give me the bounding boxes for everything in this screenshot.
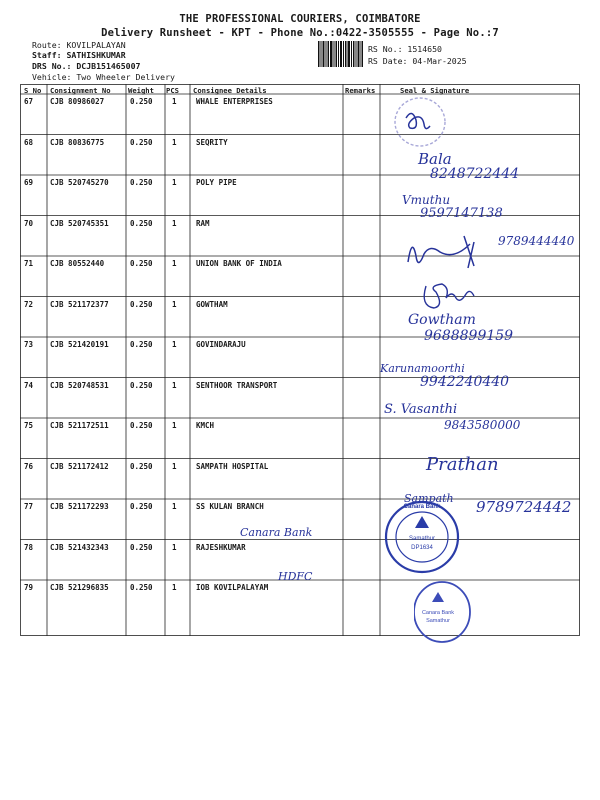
route-label: Route: KOVILPALAYAN: [32, 40, 126, 50]
row-consignment: CJB 521172377: [50, 299, 109, 309]
row-weight: 0.250: [130, 542, 153, 552]
company-title: THE PROFESSIONAL COURIERS, COIMBATORE: [179, 13, 421, 25]
row-weight: 0.250: [130, 97, 153, 106]
svg-text:DP1634: DP1634: [411, 545, 433, 551]
row-pcs: 1: [172, 502, 177, 511]
row-weight: 0.250: [130, 299, 153, 309]
row-sno: 71: [24, 259, 34, 268]
row-pcs: 1: [172, 461, 177, 471]
row-pcs: 1: [172, 218, 177, 228]
svg-text:Samathur: Samathur: [426, 618, 450, 624]
header-seal-signature: Seal & Signature: [400, 86, 470, 95]
svg-text:Samathur: Samathur: [408, 536, 436, 542]
row-consignee: KMCH: [196, 421, 215, 430]
row-sno: 73: [24, 340, 34, 349]
row-consignment: CJB 521172293: [50, 502, 109, 511]
row-weight: 0.250: [130, 259, 153, 268]
row-sno: 76: [24, 461, 34, 471]
row-consignment: CJB 521172412: [50, 461, 109, 471]
phone-row-76: 9789724442: [476, 498, 572, 516]
row-pcs: 1: [172, 97, 177, 106]
signature-row-72: Gowtham: [408, 312, 476, 328]
phone-row-70: 9789444440: [498, 234, 575, 248]
row-weight: 0.250: [130, 583, 153, 592]
row-sno: 70: [24, 218, 34, 228]
row-pcs: 1: [172, 299, 177, 309]
row-weight: 0.250: [130, 340, 153, 349]
header-remarks: Remarks: [345, 86, 376, 95]
row-consignment: CJB 520745351: [50, 218, 109, 228]
signature-row-76: Sampath: [404, 492, 454, 505]
rs-number: RS No.: 1514650: [368, 44, 442, 54]
row-pcs: 1: [172, 340, 177, 349]
row-consignee: IOB KOVILPALAYAM: [196, 583, 269, 592]
row-sno: 72: [24, 299, 34, 309]
runsheet-subtitle: Delivery Runsheet - KPT - Phone No.:0422-3505555 - Page No.:7: [101, 27, 499, 39]
remark-row-77: Canara Bank: [240, 526, 313, 539]
row-consignee: SAMPATH HOSPITAL: [196, 461, 269, 471]
rs-date: RS Date: 04-Mar-2025: [368, 56, 467, 66]
phone-row-72: 9688899159: [424, 328, 514, 344]
staff-label: Staff: SATHISHKUMAR: [32, 50, 126, 60]
row-consignee: GOWTHAM: [196, 299, 228, 309]
row-consignment: CJB 80836775: [50, 137, 105, 147]
row-sno: 75: [24, 421, 34, 430]
row-weight: 0.250: [130, 380, 153, 390]
row-consignee: UNION BANK OF INDIA: [196, 259, 282, 268]
signature-row-75: Prathan: [426, 454, 499, 475]
header-sno: S No: [24, 86, 42, 95]
row-sno: 67: [24, 97, 34, 106]
row-consignee: RAM: [196, 218, 210, 228]
row-consignee: WHALE ENTERPRISES: [196, 97, 273, 106]
row-consignee: GOVINDARAJU: [196, 340, 246, 349]
signature-row-73: Karunamoorthi: [380, 362, 465, 375]
row-weight: 0.250: [130, 502, 153, 511]
row-weight: 0.250: [130, 461, 153, 471]
row-consignment: CJB 520745270: [50, 178, 109, 187]
header-pcs: PCS: [166, 86, 179, 95]
row-consignee: SEQRITY: [196, 137, 228, 147]
phone-row-68: 8248722444: [430, 166, 520, 182]
row-consignment: CJB 80552440: [50, 259, 105, 268]
phone-row-69: 9597147138: [420, 206, 503, 221]
row-weight: 0.250: [130, 178, 153, 187]
round-seal-row-67: [392, 96, 448, 148]
signature-row-68: Bala: [418, 150, 452, 168]
vehicle-label: Vehicle: Two Wheeler Delivery: [32, 72, 175, 82]
row-sno: 78: [24, 542, 34, 552]
row-sno: 69: [24, 178, 34, 187]
row-consignment: CJB 521172511: [50, 421, 109, 430]
barcode-image: [318, 41, 363, 67]
svg-text:Canara Bank: Canara Bank: [421, 610, 455, 616]
signature-row-74: S. Vasanthi: [384, 402, 458, 417]
canara-bank-stamp-2: [414, 580, 474, 644]
row-weight: 0.250: [130, 218, 153, 228]
svg-text:Canara Bank: Canara Bank: [403, 504, 441, 510]
row-weight: 0.250: [130, 421, 153, 430]
row-sno: 68: [24, 137, 34, 147]
header-consignment: Consignment No: [50, 86, 111, 95]
drs-number: DRS No.: DCJB151465007: [32, 61, 141, 71]
row-consignment: CJB 80986027: [50, 97, 105, 106]
signature-row-71: [420, 282, 480, 316]
row-pcs: 1: [172, 583, 177, 592]
phone-row-73: 9942240440: [420, 374, 510, 390]
row-sno: 77: [24, 502, 34, 511]
header-consignee: Consignee Details: [193, 86, 267, 95]
row-consignee: SS KULAN BRANCH: [196, 502, 264, 511]
row-consignment: CJB 520748531: [50, 380, 109, 390]
row-consignee: RAJESHKUMAR: [196, 542, 246, 552]
row-weight: 0.250: [130, 137, 153, 147]
canara-bank-stamp: [382, 498, 462, 576]
signature-row-70: [404, 232, 484, 276]
row-pcs: 1: [172, 178, 177, 187]
row-consignment: CJB 521420191: [50, 340, 109, 349]
phone-row-74: 9843580000: [444, 418, 521, 432]
row-pcs: 1: [172, 542, 177, 552]
row-sno: 79: [24, 583, 34, 592]
row-consignee: SENTHOOR TRANSPORT: [196, 380, 278, 390]
row-consignment: CJB 521296835: [50, 583, 109, 592]
row-consignment: CJB 521432343: [50, 542, 109, 552]
row-sno: 74: [24, 380, 34, 390]
row-pcs: 1: [172, 421, 177, 430]
row-pcs: 1: [172, 137, 177, 147]
header-weight: Weight: [128, 86, 154, 95]
signature-row-69: Vmuthu: [402, 193, 451, 207]
row-pcs: 1: [172, 259, 177, 268]
row-pcs: 1: [172, 380, 177, 390]
remark-row-78: HDFC: [278, 570, 313, 583]
row-consignee: POLY PIPE: [196, 178, 237, 187]
